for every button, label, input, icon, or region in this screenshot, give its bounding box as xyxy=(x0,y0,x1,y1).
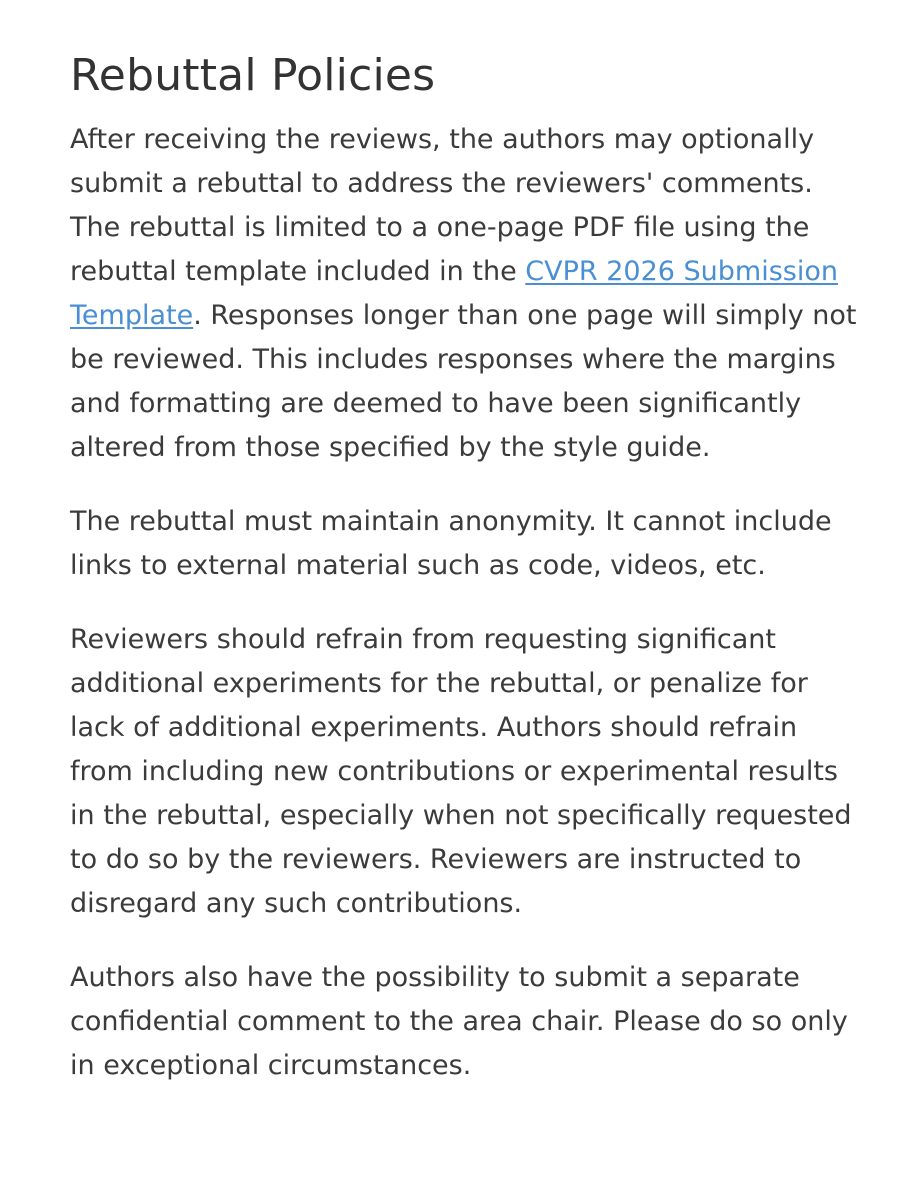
paragraph-anonymity: The rebuttal must maintain anonymity. It cannot include links to external material such as code, videos, etc. xyxy=(70,506,832,581)
paragraph-text: . Responses longer than one page will simply not be reviewed. This includes responses where the margins and formatting are deemed to have been significantly altered from those specified by the style guide. xyxy=(70,300,857,463)
paragraph-text: After receiving the reviews, the authors may optionally submit a rebuttal to address the reviewers' comments. The rebuttal is limited to a one-page PDF file using the rebuttal template included in the xyxy=(70,124,815,287)
paragraph-confidential-comment: Authors also have the possibility to submit a separate confidential comment to the area chair. Please do so only in exceptional circumstances. xyxy=(70,962,848,1081)
paragraph-additional-experiments: Reviewers should refrain from requesting significant additional experiments for the rebuttal, or penalize for lack of additional experiments. Authors should refrain from including new contributions or experimental results in the rebuttal, especially when not specifically requested to do so by the reviewers. Reviewers are instructed to disregard any such contributions. xyxy=(70,624,852,919)
cvpr-submission-template-link[interactable]: CVPR 2026 Submission Template xyxy=(70,256,838,331)
page-title: Rebuttal Policies xyxy=(70,50,436,101)
paragraph-rebuttal-format xyxy=(70,118,862,470)
